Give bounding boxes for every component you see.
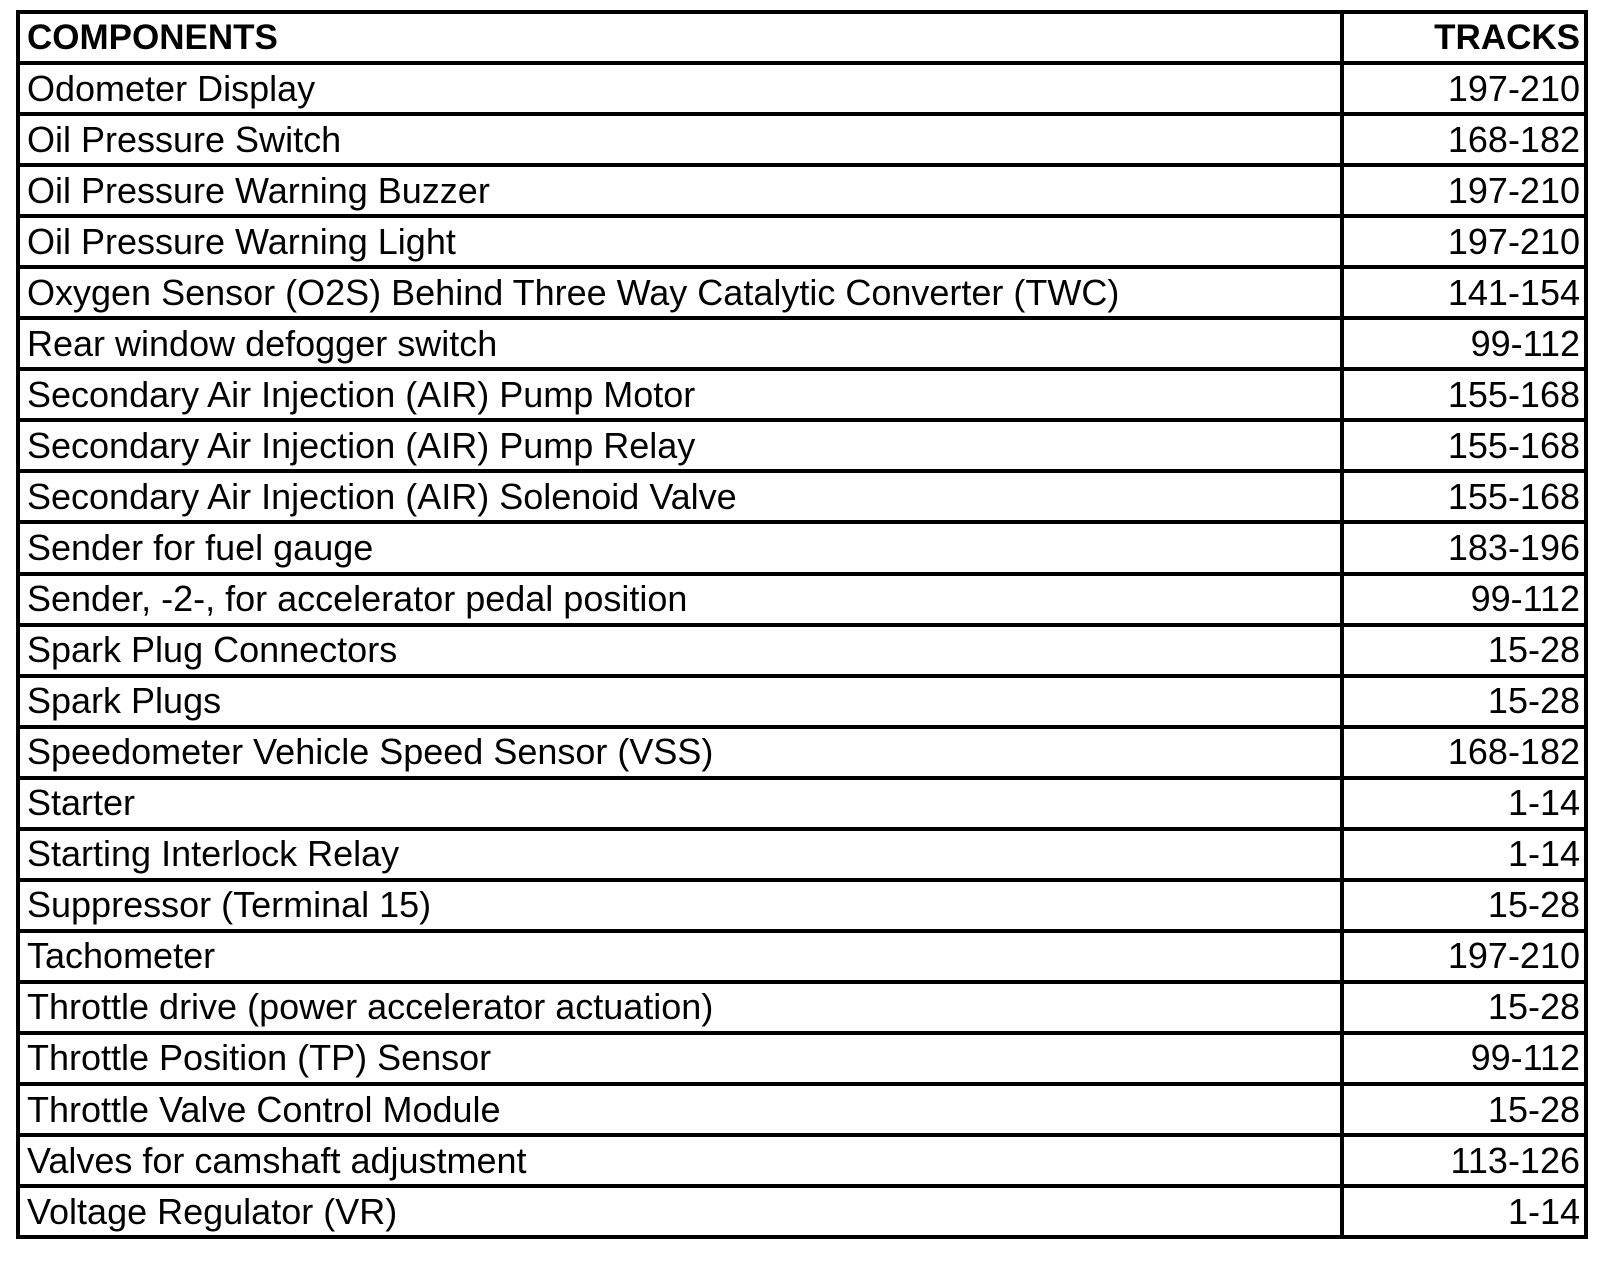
tracks-cell: 183-196 <box>1447 526 1580 568</box>
table-row <box>20 116 1584 167</box>
component-name-cell: Sender for fuel gauge <box>20 524 1344 571</box>
component-name-cell: Starter <box>20 780 1344 827</box>
table-row <box>20 882 1584 933</box>
tracks-cell: 99-112 <box>1470 1037 1580 1079</box>
tracks-cell: 155-168 <box>1447 424 1580 466</box>
table-header-row <box>20 14 1584 65</box>
tracks-cell: 141-154 <box>1447 271 1580 313</box>
table-row <box>20 576 1584 627</box>
tracks-cell: 197-210 <box>1447 220 1580 262</box>
component-name-cell: Throttle Valve Control Module <box>20 1086 1344 1133</box>
table-row <box>20 473 1584 524</box>
component-name-cell: Oil Pressure Warning Light <box>20 218 1344 265</box>
table-row <box>20 780 1584 831</box>
tracks-cell: 1-14 <box>1507 1190 1580 1232</box>
table-row <box>20 218 1584 269</box>
component-name-cell: Valves for camshaft adjustment <box>20 1137 1344 1184</box>
table-row <box>20 524 1584 575</box>
tracks-cell: 99-112 <box>1470 322 1580 364</box>
component-name-cell: Sender, -2-, for accelerator pedal position <box>20 576 1344 623</box>
tracks-cell: 197-210 <box>1447 169 1580 211</box>
component-name-cell: Oil Pressure Warning Buzzer <box>20 167 1344 214</box>
component-name-cell: Odometer Display <box>20 65 1344 112</box>
tracks-cell: 1-14 <box>1507 782 1580 824</box>
tracks-cell: 113-126 <box>1450 1139 1580 1181</box>
table-row <box>20 1137 1584 1188</box>
table-row <box>20 422 1584 473</box>
table-row <box>20 678 1584 729</box>
tracks-cell: 155-168 <box>1447 373 1580 415</box>
tracks-cell: 1-14 <box>1507 833 1580 875</box>
table-row <box>20 1086 1584 1137</box>
component-name-cell: Throttle drive (power accelerator actuation) <box>20 984 1344 1031</box>
tracks-cell: 15-28 <box>1487 986 1580 1028</box>
component-name-cell: Suppressor (Terminal 15) <box>20 882 1344 929</box>
component-name-cell: Secondary Air Injection (AIR) Solenoid Valve <box>20 473 1344 520</box>
component-name-cell: Secondary Air Injection (AIR) Pump Relay <box>20 422 1344 469</box>
component-name-cell: Oxygen Sensor (O2S) Behind Three Way Catalytic Converter (TWC) <box>20 269 1344 316</box>
tracks-cell: 15-28 <box>1487 629 1580 671</box>
component-name-cell: Rear window defogger switch <box>20 320 1344 367</box>
tracks-cell: 168-182 <box>1447 731 1580 773</box>
component-name-cell: Spark Plugs <box>20 678 1344 725</box>
tracks-cell: 197-210 <box>1447 935 1580 977</box>
table-row <box>20 1035 1584 1086</box>
table-row <box>20 831 1584 882</box>
component-name-cell: Speedometer Vehicle Speed Sensor (VSS) <box>20 729 1344 776</box>
component-name-cell: Secondary Air Injection (AIR) Pump Motor <box>20 371 1344 418</box>
table-row <box>20 320 1584 371</box>
components-column-header: COMPONENTS <box>20 14 1344 61</box>
tracks-cell: 168-182 <box>1447 118 1580 160</box>
component-name-cell: Oil Pressure Switch <box>20 116 1344 163</box>
component-name-cell: Starting Interlock Relay <box>20 831 1344 878</box>
tracks-cell: 155-168 <box>1447 475 1580 517</box>
table-row <box>20 65 1584 116</box>
table-row <box>20 269 1584 320</box>
tracks-cell: 99-112 <box>1470 578 1580 620</box>
component-name-cell: Spark Plug Connectors <box>20 627 1344 674</box>
tracks-column-header: TRACKS <box>1434 17 1580 57</box>
component-name-cell: Voltage Regulator (VR) <box>20 1188 1344 1235</box>
table-row <box>20 371 1584 422</box>
tracks-cell: 197-210 <box>1447 67 1580 109</box>
components-table <box>16 10 1588 1239</box>
table-row <box>20 627 1584 678</box>
table-row <box>20 167 1584 218</box>
component-name-cell: Tachometer <box>20 933 1344 980</box>
table-row <box>20 1188 1584 1235</box>
component-name-cell: Throttle Position (TP) Sensor <box>20 1035 1344 1082</box>
tracks-cell: 15-28 <box>1487 884 1580 926</box>
table-row <box>20 984 1584 1035</box>
table-row <box>20 933 1584 984</box>
tracks-cell: 15-28 <box>1487 1088 1580 1130</box>
table-row <box>20 729 1584 780</box>
tracks-cell: 15-28 <box>1487 680 1580 722</box>
